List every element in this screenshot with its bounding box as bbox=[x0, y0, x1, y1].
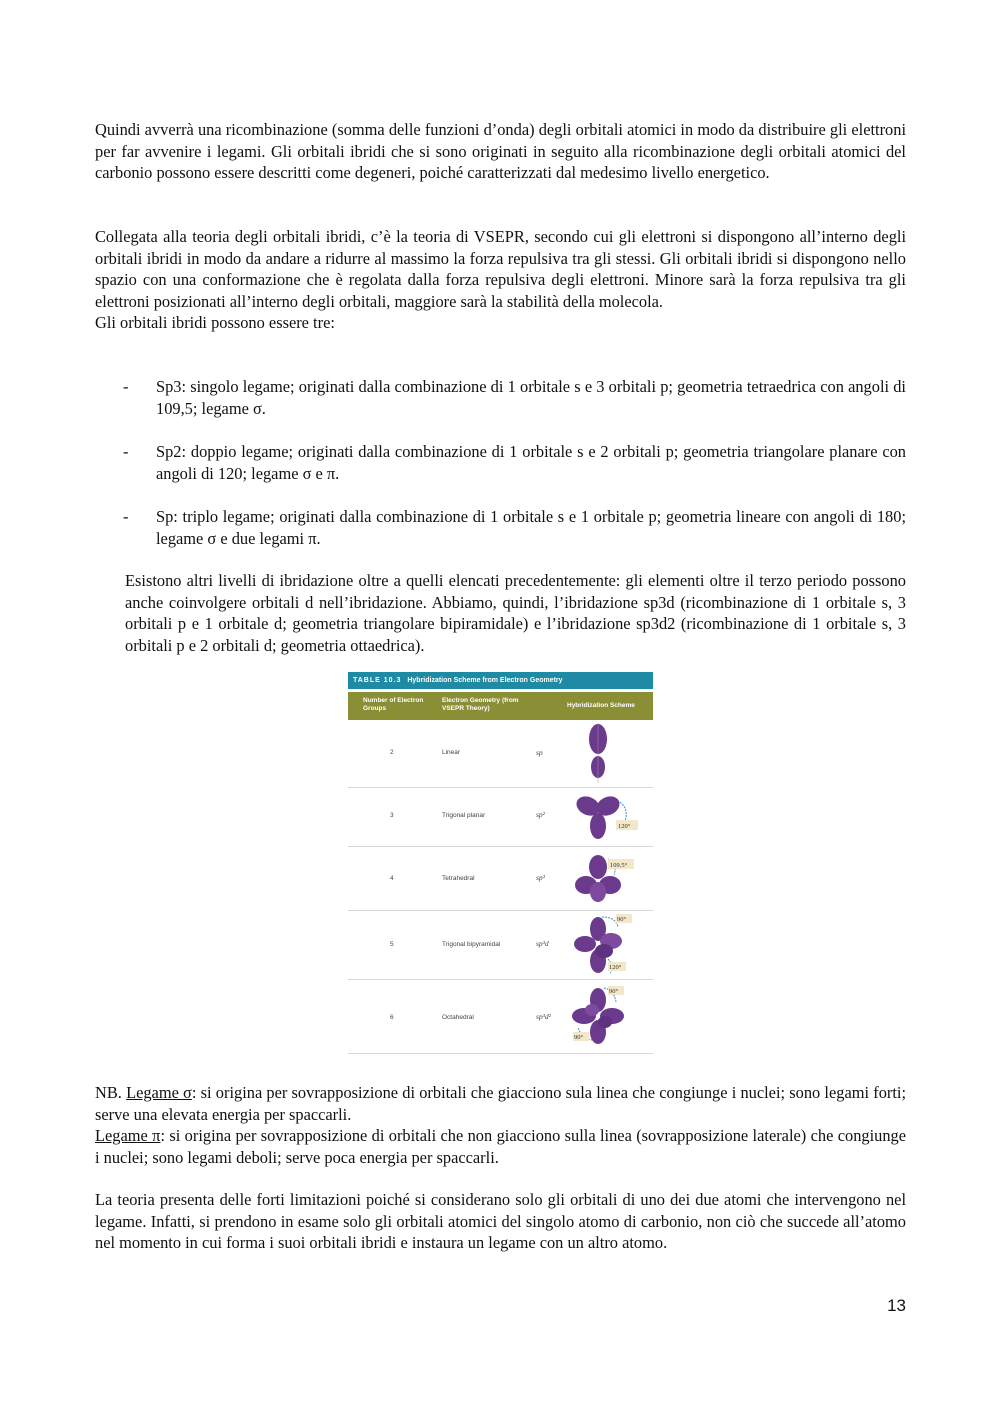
list-item-text: Sp: triplo legame; originati dalla combinazione di 1 orbitale s e 1 orbitale p; geometria lineare con angoli di 180; legame σ e due legami π. bbox=[156, 507, 906, 548]
bullet-dash: - bbox=[123, 442, 129, 461]
header-electron-geometry: Electron Geometry (from VSEPR Theory) bbox=[442, 697, 519, 712]
table-row bbox=[348, 980, 653, 1054]
cell-scheme: sp³d² bbox=[536, 1012, 551, 1021]
table-header bbox=[348, 692, 653, 720]
sp3d2-orbital-icon bbox=[568, 980, 653, 1053]
table-title: Hybridization Scheme from Electron Geometry bbox=[407, 677, 563, 684]
note-prefix: NB. bbox=[95, 1083, 127, 1102]
cell-groups: 2 bbox=[390, 749, 394, 756]
angle-label: 109.5° bbox=[610, 862, 628, 869]
table-row bbox=[348, 721, 653, 788]
paragraph-ricombinazione: Quindi avverrà una ricombinazione (somma delle funzioni d’onda) degli orbitali atomici in modo da distribuire gli elettroni per far avvenire i legami. Gli orbitali ibridi che si sono originati in seguito alla ricombinazione degli orbitali atomici del carbonio possono essere descritti come degeneri, poiché caratterizzati dal medesimo livello energetico. bbox=[95, 120, 906, 182]
paragraph-ibridazione-d: Esistono altri livelli di ibridazione oltre a quelli elencati precedentemente: gli elementi oltre il terzo periodo possono anche coinvolgere orbitali d nell’ibridazione. Abbiamo, quindi, l’ibridazione sp3d (ricombinazione di 1 orbitale s, 3 orbitali p e 1 orbitale d; geometria triangolare bipiramidale) e l’ibridazione sp3d2 (ricombinazione di 1 orbitale s, 3 orbitali p e 2 orbitali d; geometria ottaedrica). bbox=[125, 571, 906, 655]
list-item-text: Sp3: singolo legame; originati dalla combinazione di 1 orbitale s e 3 orbitali p; geometria tetraedrica con angoli di 109,5; legame σ. bbox=[156, 377, 906, 418]
cell-scheme: sp² bbox=[536, 810, 545, 819]
page-number: 13 bbox=[887, 1296, 906, 1315]
table-title-bar bbox=[348, 672, 653, 689]
cell-geometry: Trigonal planar bbox=[442, 812, 486, 819]
angle-label: 120° bbox=[609, 964, 622, 971]
cell-geometry: Linear bbox=[442, 749, 461, 756]
angle-label: 90° bbox=[609, 988, 619, 995]
cell-geometry: Tetrahedral bbox=[442, 875, 475, 882]
paragraph-vsepr bbox=[95, 226, 906, 334]
sp3d-orbital-icon bbox=[568, 911, 653, 979]
cell-scheme: sp³ bbox=[536, 873, 545, 882]
bullet-dash: - bbox=[123, 377, 129, 396]
note-legami bbox=[95, 1082, 906, 1168]
header-electron-groups: Number of Electron Groups bbox=[363, 697, 424, 712]
table-row bbox=[348, 847, 653, 911]
cell-scheme: sp bbox=[536, 748, 543, 757]
sp-orbital-icon bbox=[568, 721, 648, 787]
hybridization-table-figure bbox=[348, 672, 653, 1054]
cell-groups: 3 bbox=[390, 812, 394, 819]
sp2-orbital-icon bbox=[568, 788, 653, 846]
sp3-orbital-icon bbox=[568, 847, 653, 910]
bullet-dash: - bbox=[123, 507, 129, 526]
table-row bbox=[348, 911, 653, 980]
legame-pi-text: : si origina per sovrapposizione di orbitali che non giacciono sulla linea (sovrapposizione laterale) che congiunge i nuclei; sono legami deboli; serve poca energia per spaccarli. bbox=[95, 1126, 907, 1167]
paragraph-vsepr-text: Collegata alla teoria degli orbitali ibridi, c’è la teoria di VSEPR, secondo cui gli elettroni si dispongono all’interno degli orbitali ibridi in modo da andare a ridurre al massimo la forza repulsiva tra gli stessi. Gli orbitali ibridi si dispongono nello spazio con una conformazione che è regolata dalla forza repulsiva degli elettroni. Minore sarà la forza repulsiva tra gli elettroni posizionati all’interno degli orbitali, maggiore sarà la stabilità della molecola. bbox=[95, 227, 906, 311]
cell-groups: 5 bbox=[390, 941, 394, 948]
cell-scheme: sp³d bbox=[536, 939, 549, 948]
cell-geometry: Octahedral bbox=[442, 1014, 474, 1021]
cell-groups: 4 bbox=[390, 875, 394, 882]
table-number: TABLE 10.3 bbox=[353, 677, 402, 684]
list-item-text: Sp2: doppio legame; originati dalla combinazione di 1 orbitale s e 2 orbitali p; geometria triangolare planare con angoli di 120; legame σ e π. bbox=[156, 442, 906, 483]
paragraph-intro-list: Gli orbitali ibridi possono essere tre: bbox=[95, 313, 335, 332]
table-row bbox=[348, 788, 653, 847]
legame-pi-label: Legame π bbox=[95, 1126, 161, 1145]
cell-geometry: Trigonal bipyramidal bbox=[442, 941, 501, 948]
angle-label: 90° bbox=[617, 916, 627, 923]
angle-label: 120° bbox=[618, 823, 631, 830]
paragraph-limitazioni: La teoria presenta delle forti limitazioni poiché si considerano solo gli orbitali di uno dei due atomi che intervengono nel legame. Infatti, si prendono in esame solo gli orbitali atomici del singolo atomo di carbonio, non ciò che succede all’atomo nel momento in cui forma i suoi orbitali ibridi e instaura un legame con un altro atomo. bbox=[95, 1190, 906, 1252]
angle-label: 90° bbox=[574, 1034, 584, 1041]
legame-sigma-label: Legame σ bbox=[126, 1083, 192, 1102]
header-hybridization-scheme: Hybridization Scheme bbox=[567, 702, 635, 709]
legame-sigma-text: : si origina per sovrapposizione di orbitali che giacciono sula linea che congiunge i nuclei; sono legami forti; serve una elevata energia per spaccarli. bbox=[95, 1083, 907, 1124]
cell-groups: 6 bbox=[390, 1014, 394, 1021]
